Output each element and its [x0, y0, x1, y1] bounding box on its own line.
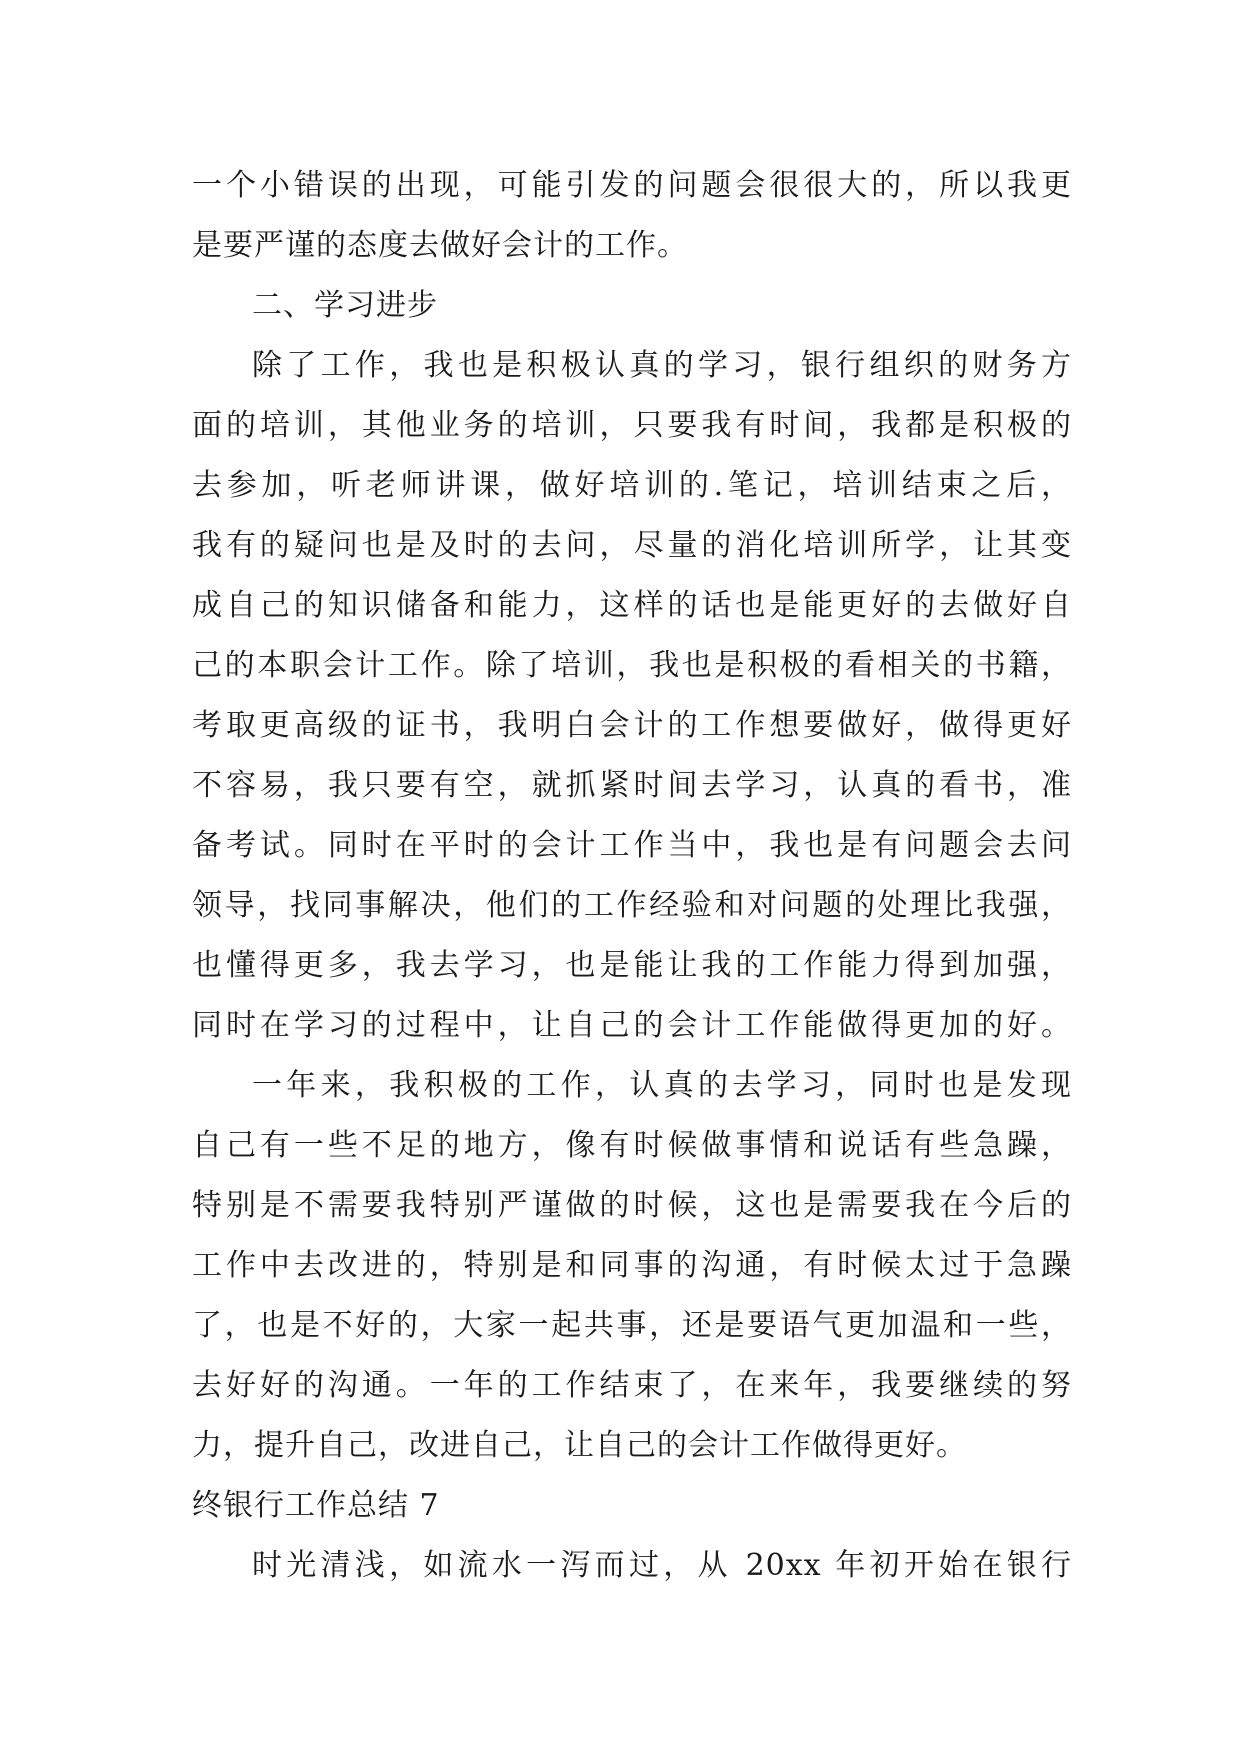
text-line: 了，也是不好的，大家一起共事，还是要语气更加温和一些， [192, 1308, 1072, 1343]
text-line: 终银行工作总结 7 [192, 1488, 440, 1523]
text-line: 自己有一些不足的地方，像有时候做事情和说话有些急躁， [192, 1128, 1072, 1163]
text-line: 去参加，听老师讲课，做好培训的.笔记，培训结束之后， [192, 468, 1072, 503]
text-line: 也懂得更多，我去学习，也是能让我的工作能力得到加强， [192, 948, 1072, 983]
text-line: 力，提升自己，改进自己，让自己的会计工作做得更好。 [192, 1428, 967, 1463]
text-line: 己的本职会计工作。除了培训，我也是积极的看相关的书籍， [192, 648, 1072, 683]
text-line: 领导，找同事解决，他们的工作经验和对问题的处理比我强， [192, 888, 1072, 923]
text-line: 一个小错误的出现，可能引发的问题会很很大的，所以我更 [192, 168, 1072, 203]
text-line: 时光清浅，如流水一泻而过，从 20xx 年初开始在银行 [252, 1548, 1072, 1583]
text-line: 二、学习进步 [252, 288, 438, 323]
text-line: 备考试。同时在平时的会计工作当中，我也是有问题会去问 [192, 828, 1072, 863]
document-body [192, 156, 1072, 1596]
text-line: 工作中去改进的，特别是和同事的沟通，有时候太过于急躁 [192, 1248, 1072, 1283]
text-line: 不容易，我只要有空，就抓紧时间去学习，认真的看书，准 [192, 768, 1072, 803]
text-line: 成自己的知识储备和能力，这样的话也是能更好的去做好自 [192, 588, 1072, 623]
text-line: 考取更高级的证书，我明白会计的工作想要做好，做得更好 [192, 708, 1072, 743]
text-line: 是要严谨的态度去做好会计的工作。 [192, 228, 688, 263]
text-line: 我有的疑问也是及时的去问，尽量的消化培训所学，让其变 [192, 528, 1072, 563]
text-line: 除了工作，我也是积极认真的学习，银行组织的财务方 [252, 348, 1072, 383]
text-line: 特别是不需要我特别严谨做的时候，这也是需要我在今后的 [192, 1188, 1072, 1223]
text-line: 一年来，我积极的工作，认真的去学习，同时也是发现 [252, 1068, 1072, 1103]
text-line: 去好好的沟通。一年的工作结束了，在来年，我要继续的努 [192, 1368, 1072, 1403]
text-line: 面的培训，其他业务的培训，只要我有时间，我都是积极的 [192, 408, 1072, 443]
text-line: 同时在学习的过程中，让自己的会计工作能做得更加的好。 [192, 1008, 1072, 1043]
